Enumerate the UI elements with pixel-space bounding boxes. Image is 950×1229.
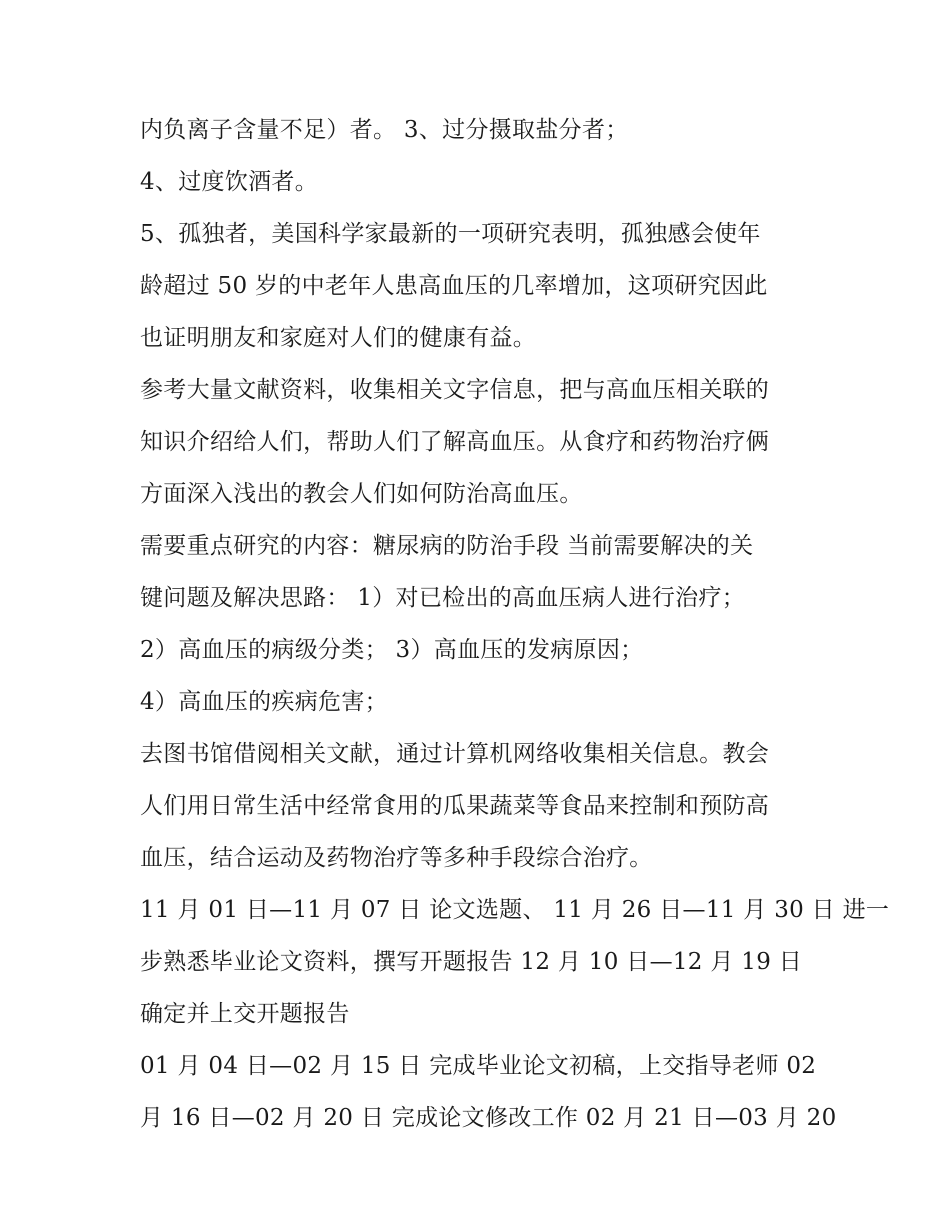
text-line: 步熟悉毕业论文资料，撰写开题报告 12 月 10 日—12 月 19 日 [140, 949, 803, 975]
text-line: 血压，结合运动及药物治疗等多种手段综合治疗。 [140, 845, 653, 871]
text-line: 去图书馆借阅相关文献，通过计算机网络收集相关信息。教会 [140, 741, 770, 767]
text-line: 参考大量文献资料，收集相关文字信息，把与高血压相关联的 [140, 377, 770, 403]
document-body [140, 104, 890, 1144]
text-line: 4、过度饮酒者。 [140, 169, 319, 195]
text-line: 人们用日常生活中经常食用的瓜果蔬菜等食品来控制和预防高 [140, 793, 770, 819]
text-line: 11 月 01 日—11 月 07 日 论文选题、 11 月 26 日—11 月 30 日 进一 [140, 897, 890, 923]
text-line: 01 月 04 日—02 月 15 日 完成毕业论文初稿，上交指导老师 02 [140, 1053, 817, 1079]
text-line: 4）高血压的疾病危害； [140, 689, 388, 715]
text-line: 也证明朋友和家庭对人们的健康有益。 [140, 325, 537, 351]
text-line: 内负离子含量不足）者。 3、过分摄取盐分者； [140, 117, 629, 143]
text-line: 方面深入浅出的教会人们如何防治高血压。 [140, 481, 583, 507]
text-line: 确定并上交开题报告 [140, 1001, 350, 1027]
text-line: 2）高血压的病级分类； 3）高血压的发病原因； [140, 637, 644, 663]
text-line: 键问题及解决思路： 1）对已检出的高血压病人进行治疗； [140, 585, 746, 611]
text-line: 5、孤独者，美国科学家最新的一项研究表明，孤独感会使年 [140, 221, 761, 247]
text-line: 需要重点研究的内容：糖尿病的防治手段 当前需要解决的关 [140, 533, 754, 559]
text-line: 龄超过 50 岁的中老年人患高血压的几率增加，这项研究因此 [140, 273, 768, 299]
text-line: 月 16 日—02 月 20 日 完成论文修改工作 02 月 21 日—03 月 20 [140, 1105, 837, 1131]
text-line: 知识介绍给人们，帮助人们了解高血压。从食疗和药物治疗俩 [140, 429, 770, 455]
